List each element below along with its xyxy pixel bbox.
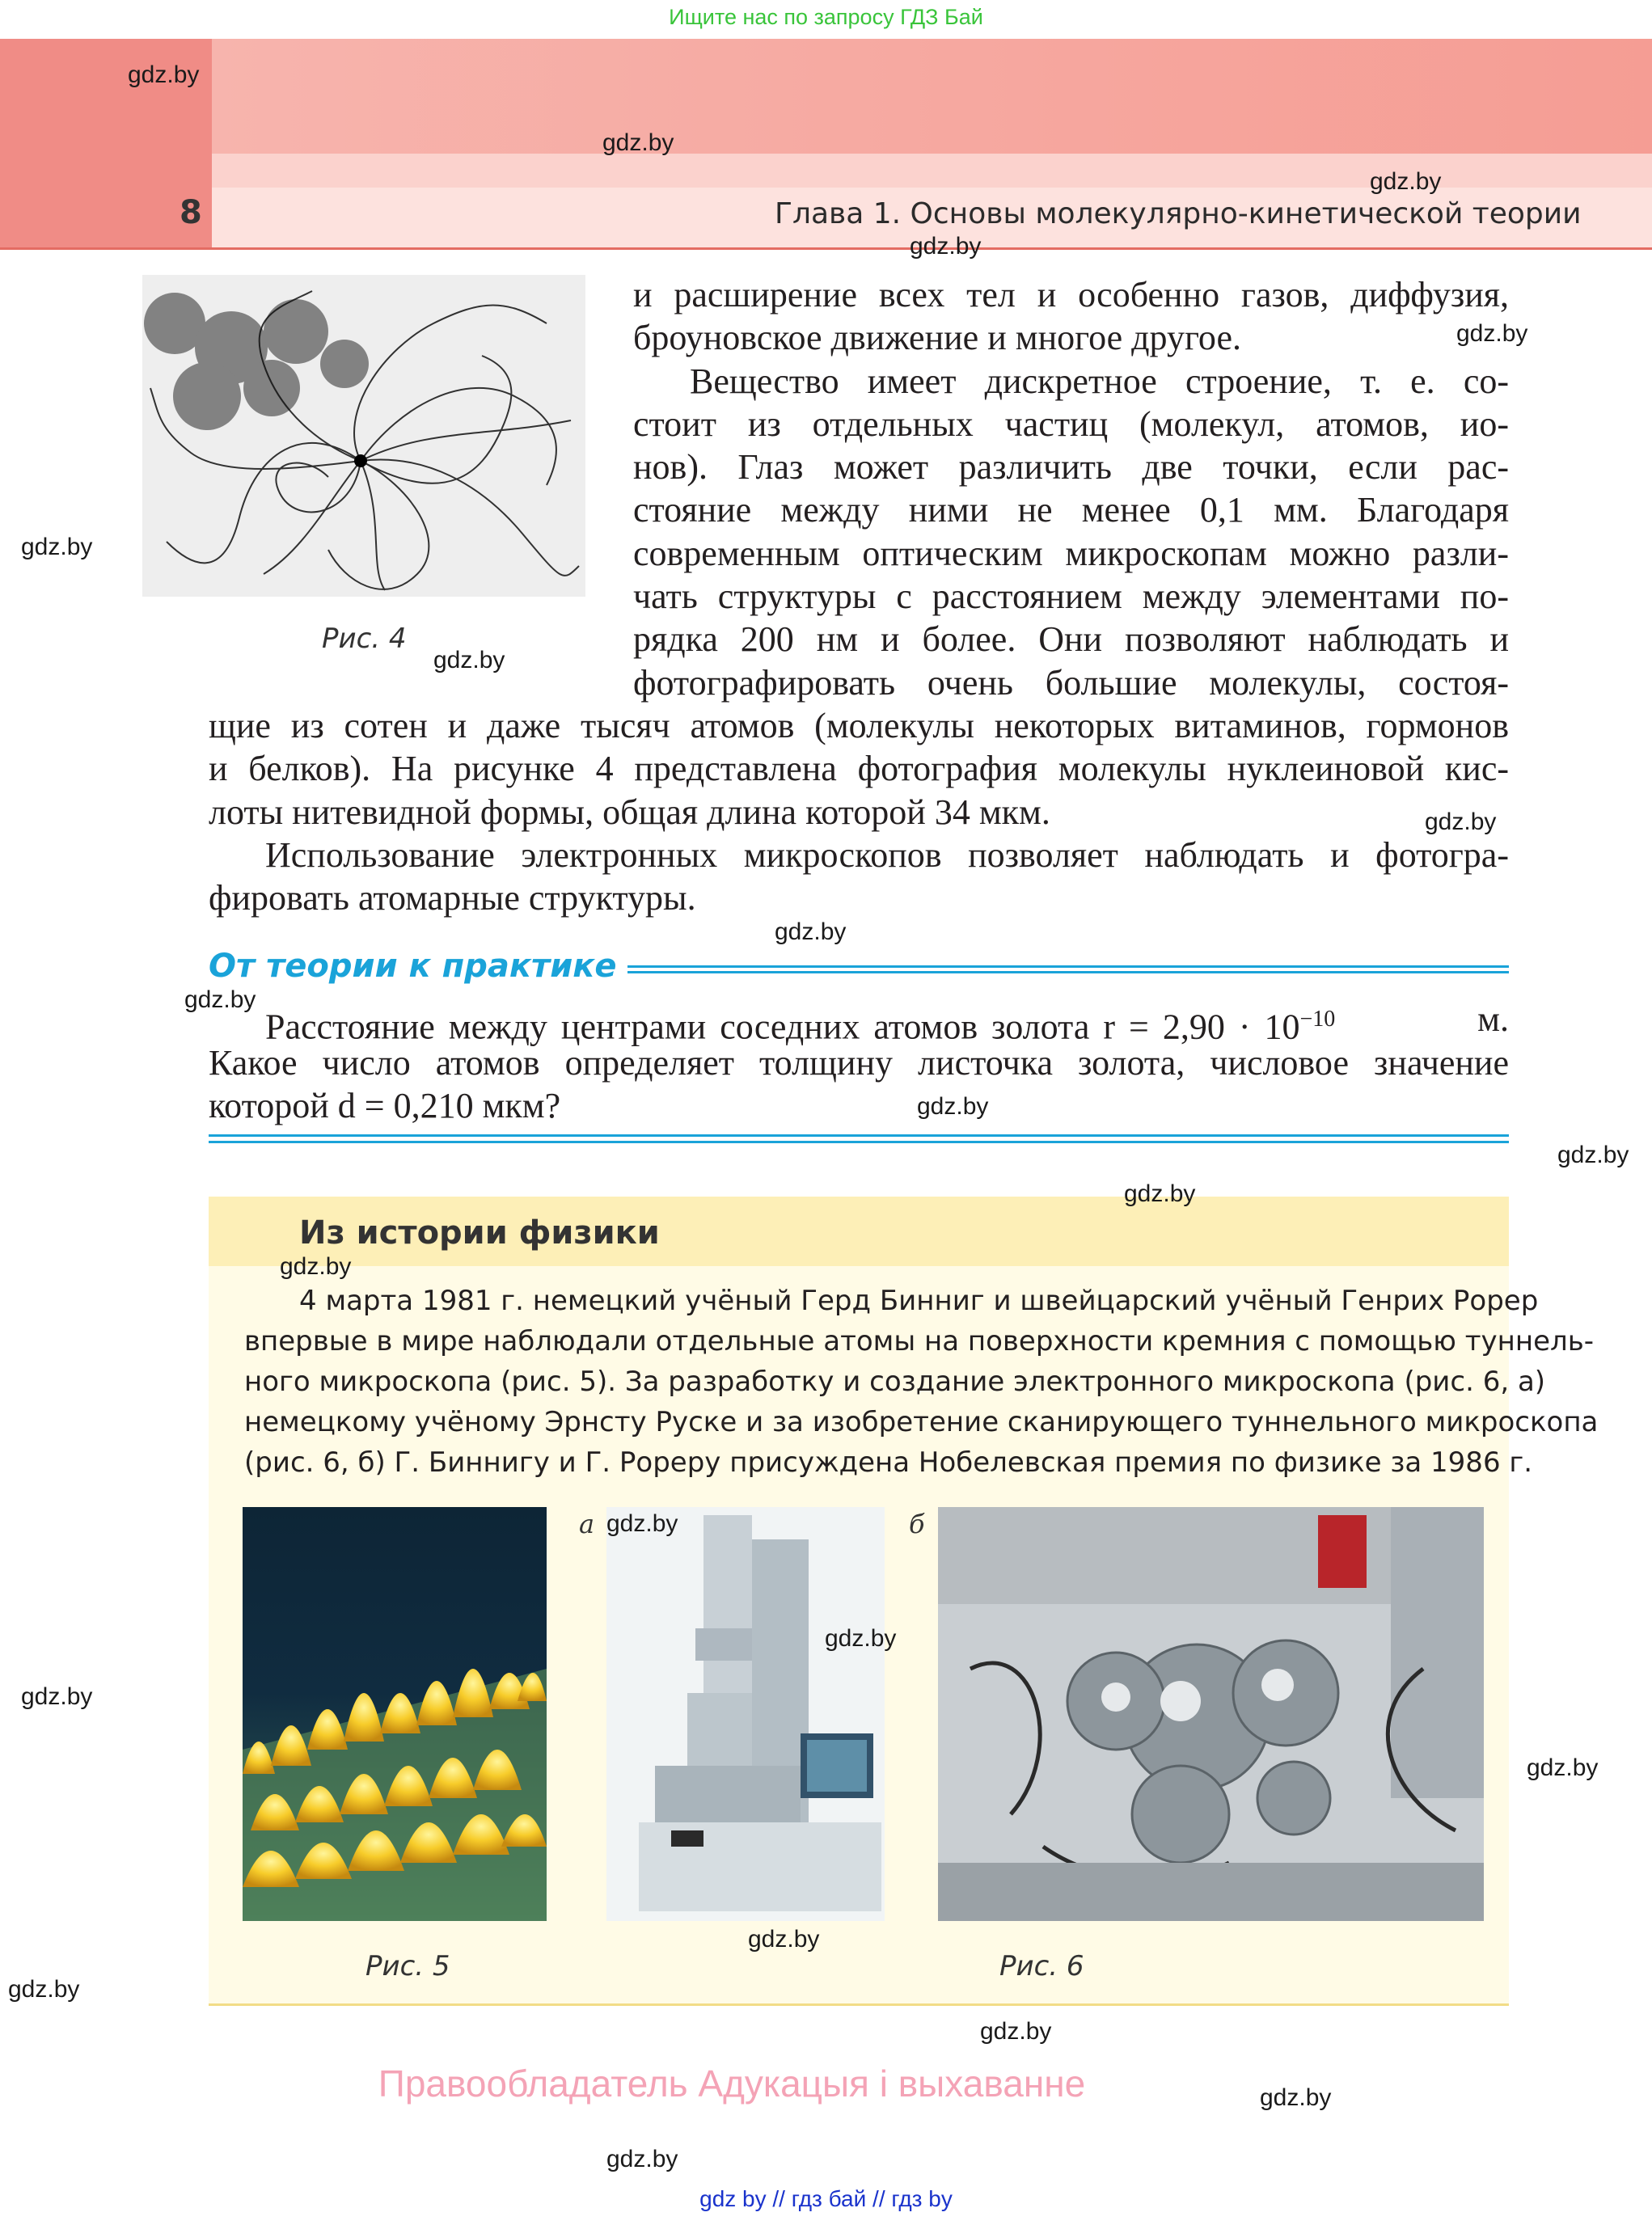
watermark: gdz.by	[775, 918, 847, 945]
text-line: фотографировать очень большие молекулы, состоя-	[633, 663, 1509, 703]
watermark: gdz.by	[433, 647, 505, 673]
theory-line-2: Какое число атомов определяет толщину листочка золота, числовое значение	[209, 1043, 1509, 1083]
watermark: gdz.by	[825, 1625, 897, 1652]
theory-heading-rule	[627, 965, 1509, 968]
history-line: немецкому учёному Эрнсту Руске и за изобретение сканирующего туннельного микроскопа	[244, 1406, 1599, 1438]
text-line: лоты нитевидной формы, общая длина которой 34 мкм.	[209, 792, 1050, 832]
watermark: gdz.by	[1260, 2084, 1332, 2111]
figure-4-caption: Рис. 4	[322, 623, 407, 655]
watermark: gdz.by	[1527, 1754, 1599, 1781]
theory-unit: м.	[1477, 999, 1509, 1039]
text-line: рядка 200 нм и более. Они позволяют наблюдать и	[633, 619, 1509, 659]
nucleic-acid-molecule-image	[142, 275, 585, 597]
text-line: нов). Глаз может различить две точки, если рас-	[633, 447, 1509, 487]
tunneling-microscope-image	[938, 1507, 1484, 1921]
watermark: gdz.by	[980, 2018, 1052, 2045]
theory-practice-heading: От теории к практике	[209, 948, 617, 985]
history-bottom-rule	[209, 2003, 1509, 2006]
theory-bottom-rule	[209, 1134, 1509, 1137]
text-line: и расширение всех тел и особенно газов, диффузия,	[633, 275, 1509, 315]
watermark: gdz.by	[748, 1926, 820, 1953]
header-band-top	[212, 39, 1652, 154]
text-line: фировать атомарные структуры.	[209, 878, 696, 918]
electron-microscope-image	[606, 1507, 885, 1921]
figure-5-photo	[243, 1507, 547, 1921]
bottom-links[interactable]: gdz by // гдз бай // гдз by	[699, 2186, 953, 2211]
watermark: gdz.by	[21, 1683, 93, 1710]
watermark: gdz.by	[606, 2146, 678, 2172]
watermark: gdz.by	[8, 1976, 80, 2003]
watermark: gdz.by	[1370, 168, 1442, 195]
search-banner: Ищите нас по запросу ГДЗ Бай	[669, 5, 983, 29]
history-heading: Из истории физики	[299, 1214, 660, 1252]
watermark: gdz.by	[917, 1093, 989, 1120]
history-line: 4 марта 1981 г. немецкий учёный Герд Бинниг и швейцарский учёный Генрих Рорер	[299, 1285, 1539, 1317]
watermark: gdz.by	[1124, 1180, 1196, 1207]
header-divider	[0, 247, 1652, 250]
watermark: gdz.by	[280, 1253, 352, 1280]
watermark: gdz.by	[128, 61, 200, 88]
watermark: gdz.by	[1456, 320, 1528, 347]
watermark: gdz.by	[910, 233, 982, 260]
watermark: gdz.by	[1425, 809, 1497, 835]
page-number: 8	[180, 194, 202, 231]
text-line: современным оптическим микроскопам можно разли-	[633, 534, 1509, 573]
figure-6-caption: Рис. 6	[999, 1950, 1084, 1982]
history-line: ного микроскопа (рис. 5). За разработку и создание электронного микроскопа (рис. 6, а)	[244, 1366, 1546, 1398]
figure-6a-label: а	[579, 1509, 595, 1539]
figure-6b-label: б	[909, 1509, 925, 1539]
figure-6a-photo	[606, 1507, 885, 1921]
text-line: и белков). На рисунке 4 представлена фотография молекулы нуклеиновой кис-	[209, 749, 1509, 788]
text-line: щие из сотен и даже тысяч атомов (молекулы некоторых витаминов, гормонов	[209, 706, 1509, 745]
theory-line-3: которой d = 0,210 мкм?	[209, 1086, 561, 1125]
text-line: броуновское движение и многое другое.	[633, 318, 1241, 357]
watermark: gdz.by	[602, 129, 674, 156]
history-line: (рис. 6, б) Г. Биннигу и Г. Рореру присуждена Нобелевская премия по физике за 1986 г.	[244, 1446, 1533, 1479]
watermark: gdz.by	[21, 534, 93, 560]
theory-line-1: Расстояние между центрами соседних атомов золота r = 2,90 · 10	[265, 1007, 1300, 1047]
figure-6b-photo	[938, 1507, 1484, 1921]
theory-bottom-rule	[209, 1141, 1509, 1143]
history-line: впервые в мире наблюдали отдельные атомы на поверхности кремния с помощью туннель-	[244, 1325, 1595, 1357]
text-line: Вещество имеет дискретное строение, т. е. со-	[690, 361, 1509, 401]
text-line: Использование электронных микроскопов позволяет наблюдать и фотогра-	[265, 835, 1509, 875]
figure-5-caption: Рис. 5	[365, 1950, 450, 1982]
text-line: чать структуры с расстоянием между элементами по-	[633, 576, 1509, 616]
silicon-atoms-image	[243, 1507, 547, 1921]
theory-heading-rule	[627, 971, 1509, 973]
text-line: стоит из отдельных частиц (молекул, атомов, ио-	[633, 404, 1509, 444]
text-line: стояние между ними не менее 0,1 мм. Благодаря	[633, 490, 1509, 530]
watermark: gdz.by	[606, 1510, 678, 1537]
chapter-title: Глава 1. Основы молекулярно-кинетической теории	[775, 197, 1582, 230]
theory-exponent: −10	[1299, 1007, 1336, 1032]
figure-4-photo	[142, 275, 585, 597]
watermark: gdz.by	[184, 986, 256, 1013]
watermark: gdz.by	[1557, 1142, 1629, 1168]
copyright-notice: Правообладатель Адукацыя і выхаванне	[378, 2062, 1086, 2105]
